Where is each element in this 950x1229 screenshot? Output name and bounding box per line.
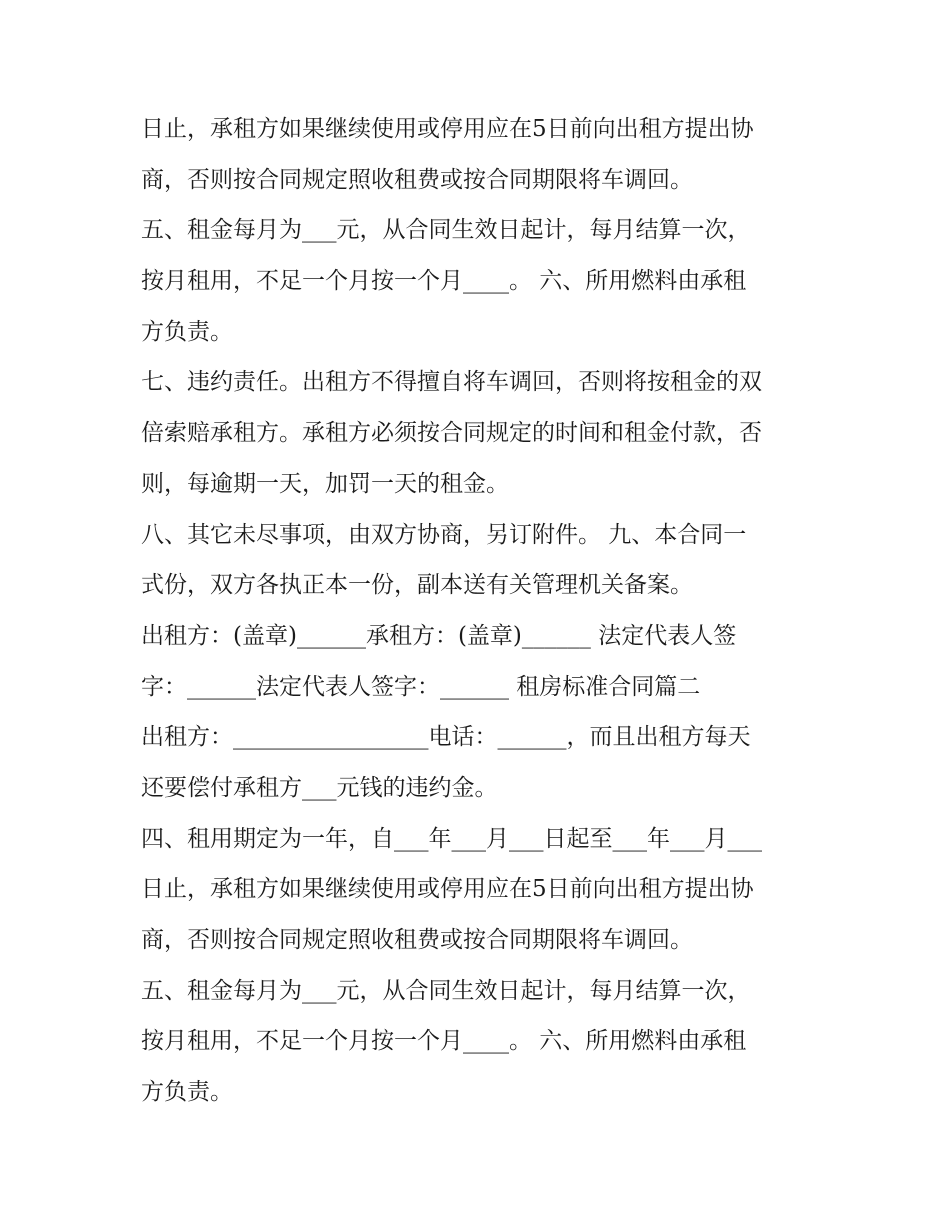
document-body bbox=[141, 104, 821, 1118]
text-line: 日止，承租方如果继续使用或停用应在5日前向出租方提出协 bbox=[141, 116, 754, 142]
text-line: 出租方：_________________电话：______，而且出租方每天 bbox=[141, 724, 751, 751]
text-line: 七、违约责任。出租方不得擅自将车调回，否则将按租金的双 bbox=[141, 369, 762, 396]
text-line: 方负责。 bbox=[141, 1079, 233, 1106]
text-line: 日止，承租方如果继续使用或停用应在5日前向出租方提出协 bbox=[141, 876, 754, 903]
text-line: 四、租用期定为一年，自___年___月___日起至___年___月___ bbox=[141, 825, 762, 852]
text-line: 方负责。 bbox=[141, 318, 233, 345]
text-line: 还要偿付承租方___元钱的违约金。 bbox=[141, 774, 498, 801]
text-line: 式份，双方各执正本一份，副本送有关管理机关备案。 bbox=[141, 572, 693, 599]
text-line: 五、租金每月为___元，从合同生效日起计，每月结算一次， bbox=[141, 977, 751, 1004]
text-line: 按月租用，不足一个月按一个月____。 六、所用燃料由承租 bbox=[141, 1028, 747, 1055]
text-line: 八、其它未尽事项，由双方协商，另订附件。 九、本合同一 bbox=[141, 521, 747, 548]
text-line: 商，否则按合同规定照收租费或按合同期限将车调回。 bbox=[141, 927, 693, 953]
text-line: 出租方：(盖章)______承租方：(盖章)______ 法定代表人签 bbox=[141, 622, 737, 649]
text-line: 商，否则按合同规定照收租费或按合同期限将车调回。 bbox=[141, 166, 693, 193]
text-line: 字：______法定代表人签字：______ 租房标准合同篇二 bbox=[141, 673, 701, 700]
text-line: 按月租用，不足一个月按一个月____。 六、所用燃料由承租 bbox=[141, 268, 747, 295]
text-line: 倍索赔承租方。承租方必须按合同规定的时间和租金付款，否 bbox=[141, 420, 762, 447]
text-line: 则，每逾期一天，加罚一天的租金。 bbox=[141, 470, 509, 497]
text-line: 五、租金每月为___元，从合同生效日起计，每月结算一次， bbox=[141, 217, 751, 244]
